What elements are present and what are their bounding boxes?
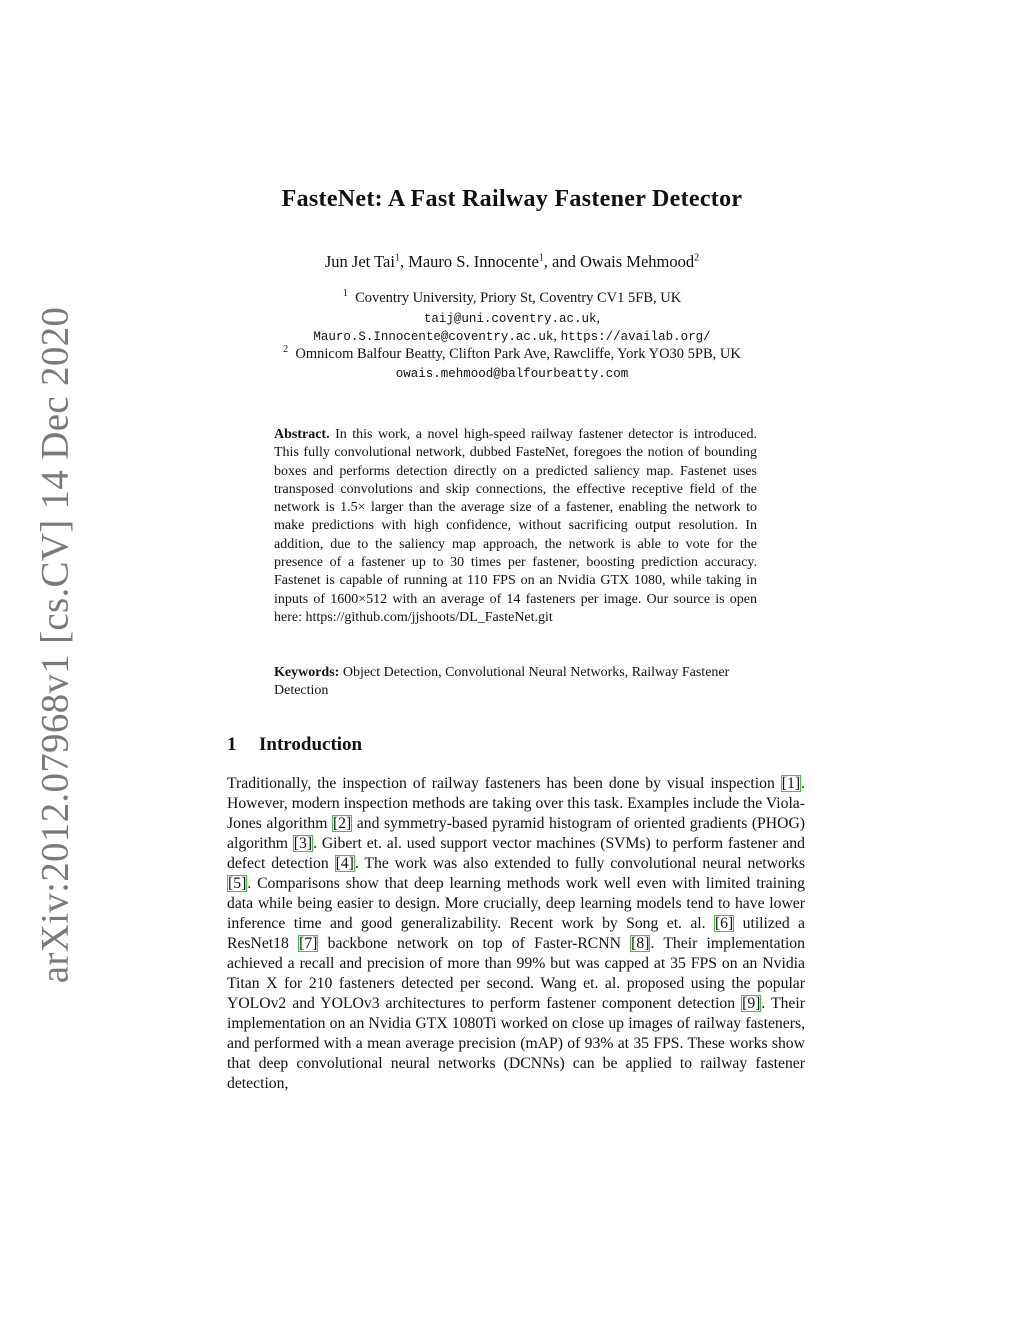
citation-link[interactable]: [5] <box>228 875 247 892</box>
section-number: 1 <box>227 734 237 755</box>
intro-text: Traditionally, the inspection of railway fasteners has been done by visual inspection <box>227 775 781 792</box>
abstract-text: In this work, a novel high-speed railway fastener detector is introduced. This fully convolutional network, dubbed FasteNet, foregoes the notion of bounding boxes and performs detection directly on a predicted saliency map. Fastenet uses transposed convolutions and skip connections, the effective receptive field of the network is 1.5× larger than the average size of a fastener, enabling the network to make predictions with high confidence, without sacrificing output resolution. In addition, due to the saliency map approach, the network is able to vote for the presence of a fastener up to 30 times per fastener, boosting prediction accuracy. Fastenet is capable of running at 110 FPS on an Nvidia GTX 1080, while taking in inputs of 1600×512 with an average of 14 fasteners per image. Our source is open here: https://github.com/jjshoots/DL_FasteNet.git <box>274 427 758 625</box>
keywords <box>274 664 757 701</box>
author-name: Jun Jet Tai <box>324 252 395 271</box>
intro-text: backbone network on top of Faster-RCNN <box>318 935 631 952</box>
author-affiliation-mark: 1 <box>538 252 544 264</box>
author-affiliation-mark: 2 <box>694 252 700 264</box>
author-separator: , and <box>543 252 580 271</box>
citation-link[interactable]: [3] <box>293 835 313 852</box>
affiliation-1 <box>0 289 1024 307</box>
website-link[interactable]: https://availab.org/ <box>560 330 711 344</box>
paper-title: FasteNet: A Fast Railway Fastener Detector <box>281 186 743 212</box>
email-link[interactable]: owais.mehmood@balfourbeatty.com <box>395 367 629 381</box>
author-affiliation-mark: 1 <box>394 252 400 264</box>
section-title: Introduction <box>259 734 363 755</box>
citation-link[interactable]: [8] <box>631 935 650 952</box>
keywords-text: Object Detection, Convolutional Neural Networks, Railway Fastener Detection <box>274 665 730 699</box>
abstract <box>274 426 757 627</box>
author-list <box>0 252 1024 272</box>
introduction-paragraph <box>227 774 805 1094</box>
affiliation-mark: 1 <box>342 288 348 300</box>
citation-link[interactable]: [1] <box>781 775 801 792</box>
author-name: Mauro S. Innocente <box>408 252 539 271</box>
intro-text: and symmetry-based pyramid histogram of oriented gradients (PHOG) algorithm <box>227 815 805 852</box>
affiliation-mark: 2 <box>283 344 289 356</box>
intro-text: . The work was also extended to fully convolutional neural networks <box>354 855 805 872</box>
email-link[interactable]: taij@uni.coventry.ac.uk <box>423 312 597 326</box>
arxiv-identifier-stamp: arXiv:2012.07968v1 [cs.CV] 14 Dec 2020 <box>33 306 77 984</box>
email-link[interactable]: Mauro.S.Innocente@coventry.ac.uk <box>313 330 554 344</box>
citation-link[interactable]: [4] <box>335 855 354 872</box>
citation-link[interactable]: [2] <box>332 815 352 832</box>
affiliation-text: Omnicom Balfour Beatty, Clifton Park Ave, Rawcliffe, York YO30 5PB, UK <box>295 346 741 362</box>
section-heading <box>227 734 362 756</box>
keywords-label: Keywords: <box>274 665 340 680</box>
affiliation-2-email <box>0 364 1024 383</box>
intro-text: utilized a ResNet18 <box>227 915 805 952</box>
citation-link[interactable]: [7] <box>299 935 318 952</box>
affiliation-1-contacts: Mauro.S.Innocente@coventry.ac.uk, https://availab.org/ <box>313 328 711 344</box>
citation-link[interactable]: [9] <box>742 995 761 1012</box>
author-separator: , <box>399 252 409 271</box>
abstract-label: Abstract. <box>274 427 330 442</box>
intro-text: . Gibert et. al. used support vector machines (SVMs) to perform fastener and defect detection <box>227 835 805 872</box>
affiliation-1-emails: taij@uni.coventry.ac.uk, <box>423 310 601 326</box>
intro-text: . Comparisons show that deep learning methods work well even with limited training data while being easier to design. More crucially, deep learning models tend to have lower inference time and good generalizability. Recent work by Song et. al. <box>227 875 805 932</box>
citation-link[interactable]: [6] <box>714 915 734 932</box>
affiliation-text: Coventry University, Priory St, Coventry CV1 5FB, UK <box>355 290 682 306</box>
intro-text: . Their implementation on an Nvidia GTX 1080Ti worked on close up images of railway fasteners, and performed with a mean average precision (mAP) of 93% at 35 FPS. These works show that deep convolutional neural networks (DCNNs) can be applied to railway fastener detection, <box>227 995 805 1092</box>
affiliation-2 <box>0 345 1024 363</box>
intro-text: . Their implementation achieved a recall and precision of more than 99% but was capped at 35 FPS on an Nvidia Titan X for 210 fasteners detected per second. Wang et. al. proposed using the popular YOLOv2 and YOLOv3 architectures to perform fastener component detection <box>227 935 805 1012</box>
author-name: Owais Mehmood <box>579 252 695 271</box>
intro-text: . However, modern inspection methods are taking over this task. Examples include the Viola-Jones algorithm <box>227 775 805 832</box>
